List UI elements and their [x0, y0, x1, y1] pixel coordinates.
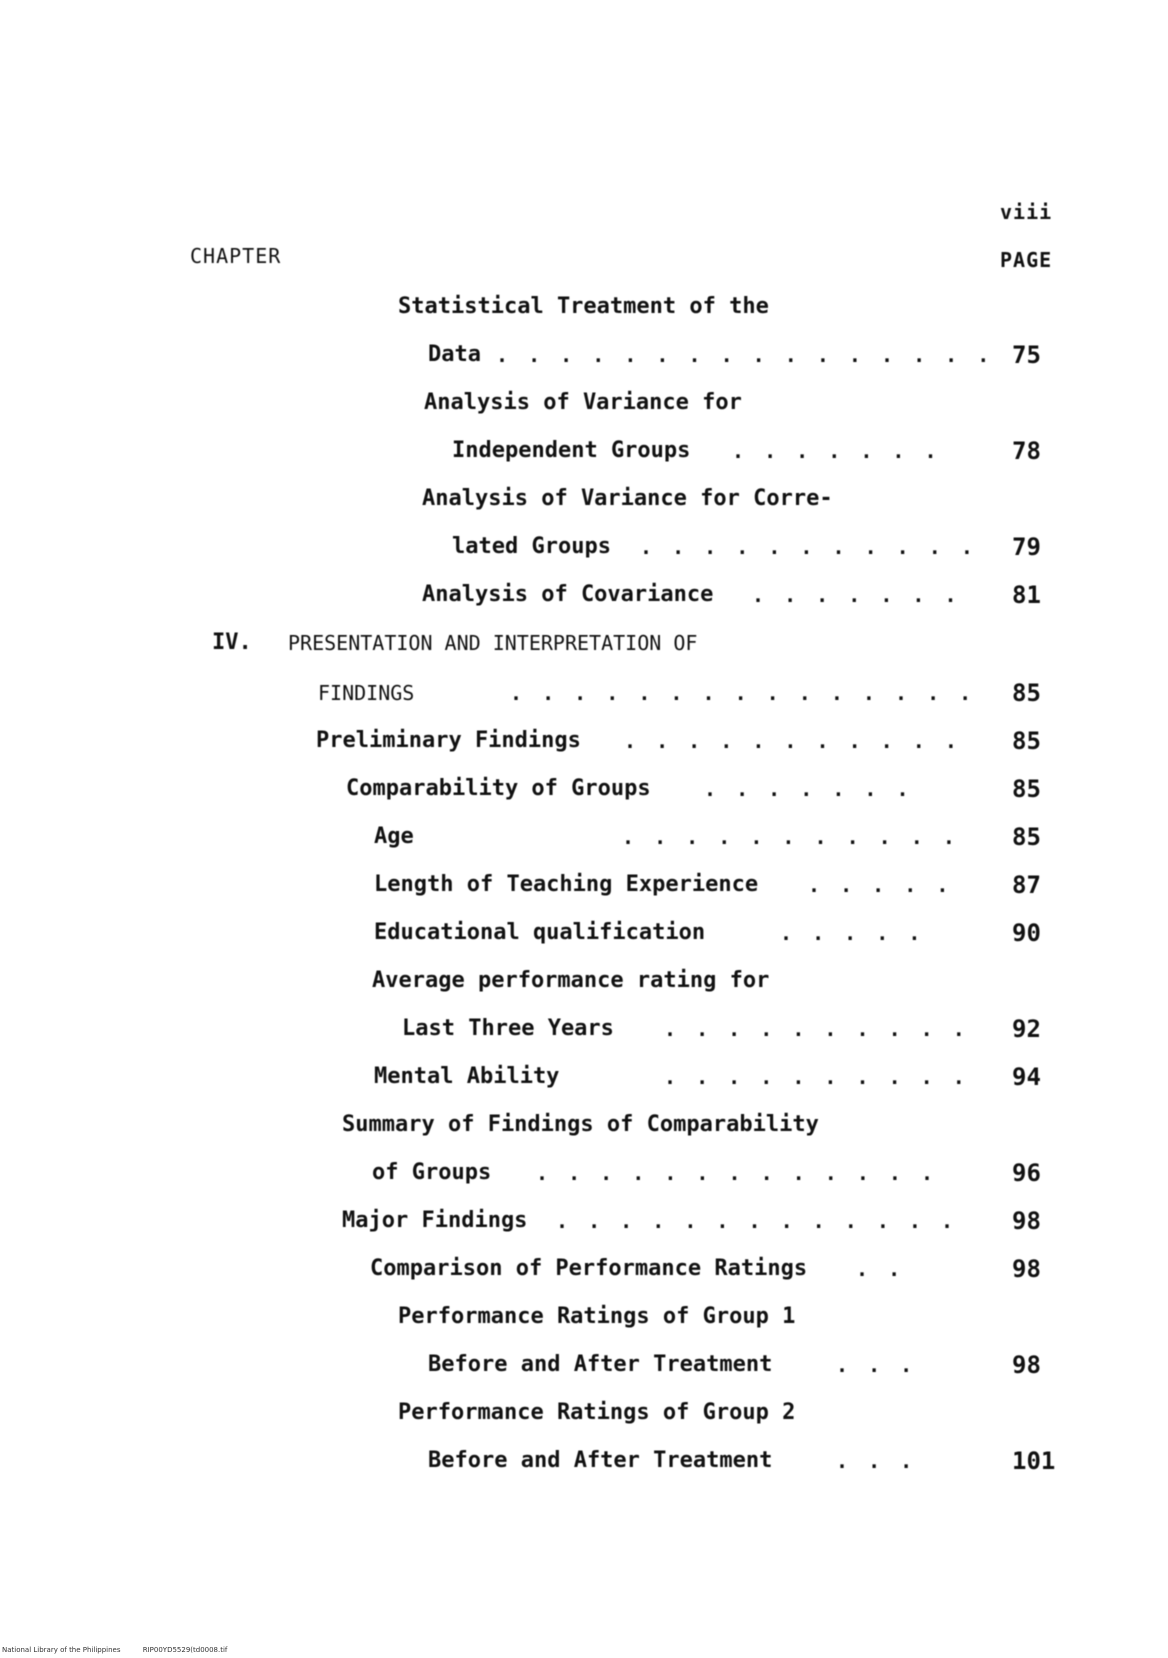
toc-entry-page: 87	[1012, 871, 1041, 899]
toc-entry-text: Performance Ratings of Group 1	[398, 1304, 796, 1329]
leader-dots: . . . . . . . . . . .	[640, 535, 977, 559]
toc-entry-text: Preliminary Findings	[316, 728, 581, 753]
toc-entry	[0, 484, 1168, 514]
toc-entry-text: Performance Ratings of Group 2	[398, 1400, 796, 1425]
toc-entry-text: Data	[428, 342, 481, 367]
toc-entry-page: 85	[1012, 775, 1041, 803]
toc-entry-text: Last Three Years	[402, 1016, 614, 1041]
page-label: PAGE	[1000, 248, 1053, 272]
toc-entry	[0, 966, 1168, 996]
toc-entry-text: lated Groups	[452, 534, 611, 559]
leader-dots: . . .	[836, 1353, 917, 1377]
toc-entry	[0, 870, 1168, 900]
toc-entry	[0, 1062, 1168, 1092]
toc-entry-page: 98	[1012, 1351, 1041, 1379]
toc-entry-text: Mental Ability	[374, 1064, 560, 1089]
footer-file: RIP00YD5529(td0008.tif	[142, 1646, 228, 1654]
toc-entry-text: Comparability of Groups	[346, 776, 651, 801]
toc-entry	[0, 678, 1168, 708]
leader-dots: . .	[856, 1257, 905, 1281]
leader-dots: . . . . .	[780, 921, 925, 945]
chapter-number: IV.	[212, 630, 252, 655]
leader-dots: . . . . . . . . . . .	[624, 729, 961, 753]
toc-entry-text: Comparison of Performance Ratings	[370, 1256, 808, 1281]
toc-entry	[0, 340, 1168, 370]
toc-entry	[0, 292, 1168, 322]
toc-entry-text: Major Findings	[342, 1208, 528, 1233]
leader-dots: . . .	[836, 1449, 917, 1473]
toc-entry	[0, 774, 1168, 804]
toc-entry-page: 98	[1012, 1207, 1041, 1235]
toc-entry-text: Before and After Treatment	[428, 1448, 773, 1473]
leader-dots: . . . . . . . . . . . . . . .	[510, 681, 976, 705]
toc-entry	[0, 1350, 1168, 1380]
toc-entry-text: Length of Teaching Experience	[374, 872, 759, 897]
toc-entry	[0, 580, 1168, 610]
toc-entry-page: 98	[1012, 1255, 1041, 1283]
footer-source: National Library of the Philippines	[2, 1646, 121, 1654]
toc-entry	[0, 1014, 1168, 1044]
leader-dots: . . . . . . . . . . .	[622, 825, 959, 849]
toc-entry	[0, 1158, 1168, 1188]
toc-entry-text: FINDINGS	[318, 681, 415, 705]
toc-entry-text: Analysis of Variance for Corre-	[422, 486, 833, 511]
toc-entry	[0, 822, 1168, 852]
toc-entry	[0, 1302, 1168, 1332]
toc-entry-page: 96	[1012, 1159, 1041, 1187]
toc-entry-text: Educational qualification	[374, 920, 706, 945]
toc-entry-page: 81	[1012, 581, 1041, 609]
leader-dots: . . . . .	[808, 873, 953, 897]
leader-dots: . . . . . . .	[704, 777, 913, 801]
leader-dots: . . . . . . . . . .	[664, 1065, 969, 1089]
toc-entry-page: 85	[1012, 679, 1041, 707]
leader-dots: . . . . . . . . . .	[664, 1017, 969, 1041]
toc-entry-text: Average performance rating for	[372, 968, 770, 993]
chapter-label: CHAPTER	[190, 244, 282, 268]
toc-entry	[0, 1206, 1168, 1236]
toc-chapter-entry	[0, 628, 1168, 658]
leader-dots: . . . . . . . . . . . . .	[536, 1161, 938, 1185]
toc-entry-text: Independent Groups	[452, 438, 691, 463]
toc-entry-text: of Groups	[372, 1160, 492, 1185]
toc-entry-page: 85	[1012, 727, 1041, 755]
toc-entry-text: Analysis of Variance for	[424, 390, 742, 415]
toc-entry	[0, 388, 1168, 418]
toc-entry-page: 92	[1012, 1015, 1041, 1043]
toc-entry-page: 85	[1012, 823, 1041, 851]
toc-entry-text: Summary of Findings of Comparability	[342, 1112, 819, 1137]
toc-entry-text: Age	[374, 824, 414, 849]
leader-dots: . . . . . . .	[752, 583, 961, 607]
leader-dots: . . . . . . . . . . . . .	[556, 1209, 958, 1233]
toc-entry-page: 94	[1012, 1063, 1041, 1091]
toc-entry-text: Analysis of Covariance	[422, 582, 714, 607]
toc-entry	[0, 436, 1168, 466]
toc-entry	[0, 726, 1168, 756]
toc-entry-page: 101	[1012, 1447, 1056, 1475]
toc-entry-text: PRESENTATION AND INTERPRETATION OF	[288, 631, 698, 655]
toc-entry-page: 79	[1012, 533, 1041, 561]
toc-entry	[0, 532, 1168, 562]
page-number: viii	[1000, 200, 1053, 224]
toc-entry	[0, 1110, 1168, 1140]
toc-entry	[0, 1398, 1168, 1428]
toc-entry	[0, 918, 1168, 948]
toc-entry-page: 78	[1012, 437, 1041, 465]
scan-footer	[2, 1646, 247, 1654]
leader-dots: . . . . . . . . . . . . . . . .	[496, 343, 994, 367]
toc-entry-page: 90	[1012, 919, 1041, 947]
toc-entry-text: Before and After Treatment	[428, 1352, 773, 1377]
toc-entry	[0, 1254, 1168, 1284]
leader-dots: . . . . . . .	[732, 439, 941, 463]
toc-entry-text: Statistical Treatment of the	[398, 294, 769, 319]
toc-entry-page: 75	[1012, 341, 1041, 369]
toc-entry	[0, 1446, 1168, 1476]
